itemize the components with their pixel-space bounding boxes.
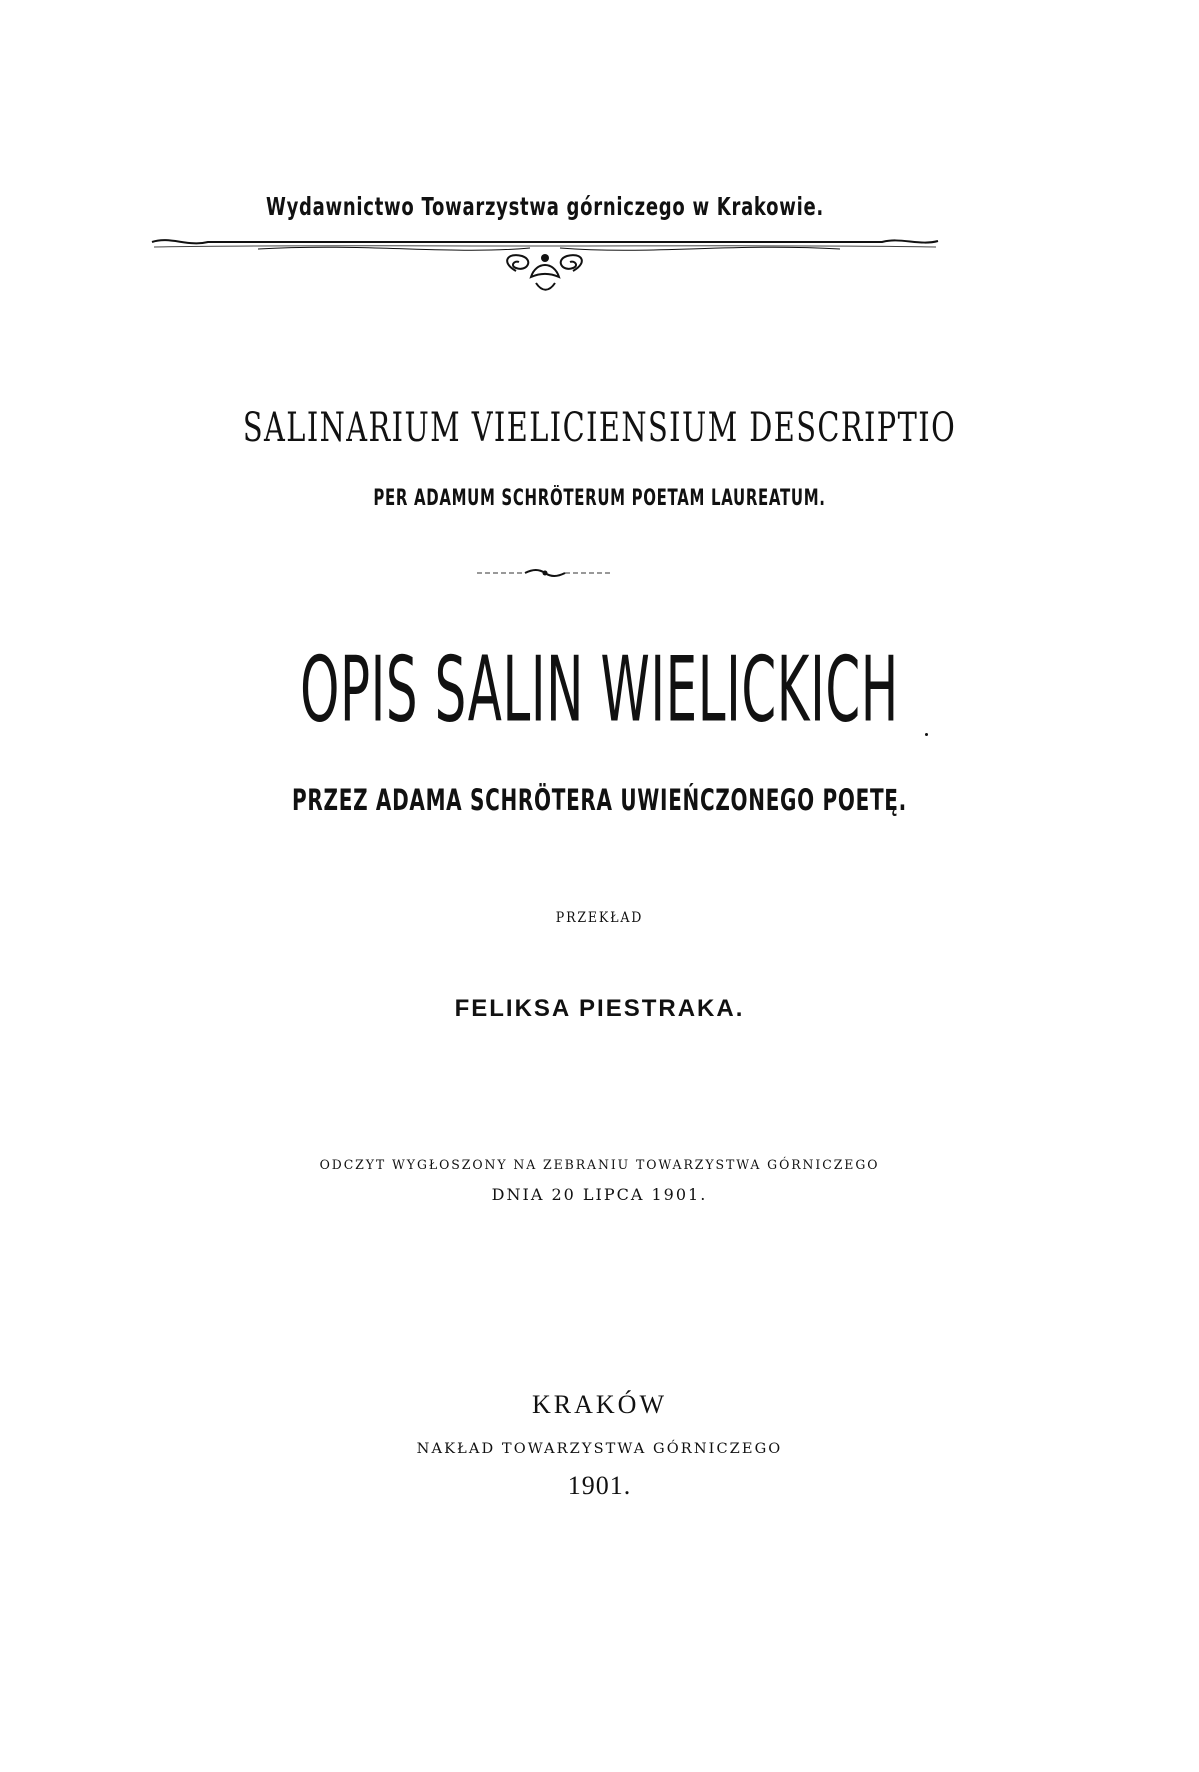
publication-place: KRAKÓW (532, 1390, 667, 1419)
lecture-note-line-1: ODCZYT WYGŁOSZONY NA ZEBRANIU TOWARZYSTWA GÓRNICZEGO (319, 1158, 880, 1173)
latin-author-line: PER ADAMUM SCHRÖTERUM POETAM LAUREATUM. (373, 486, 826, 511)
publication-year: 1901. (567, 1471, 632, 1500)
lecture-note-line-2: DNIA 20 LIPCA 1901. (491, 1185, 708, 1204)
polish-author-line: PRZEZ ADAMA SCHRÖTERA UWIEŃCZONEGO POETĘ. (292, 783, 907, 817)
main-title: OPIS SALIN WIELICKICH (300, 637, 899, 743)
small-ornamental-divider (475, 567, 615, 579)
ornamental-rule (150, 225, 940, 295)
publisher-series-heading: Wydawnictwo Towarzystwa górniczego w Krakowie. (266, 192, 824, 221)
publisher-line: NAKŁAD TOWARZYSTWA GÓRNICZEGO (416, 1441, 783, 1457)
translator-name: FELIKSA PIESTRAKA. (454, 995, 745, 1022)
printed-dot-mark (925, 733, 928, 736)
latin-title: SALINARIUM VIELICIENSIUM DESCRIPTIO (242, 405, 957, 451)
translation-label: PRZEKŁAD (555, 910, 644, 926)
